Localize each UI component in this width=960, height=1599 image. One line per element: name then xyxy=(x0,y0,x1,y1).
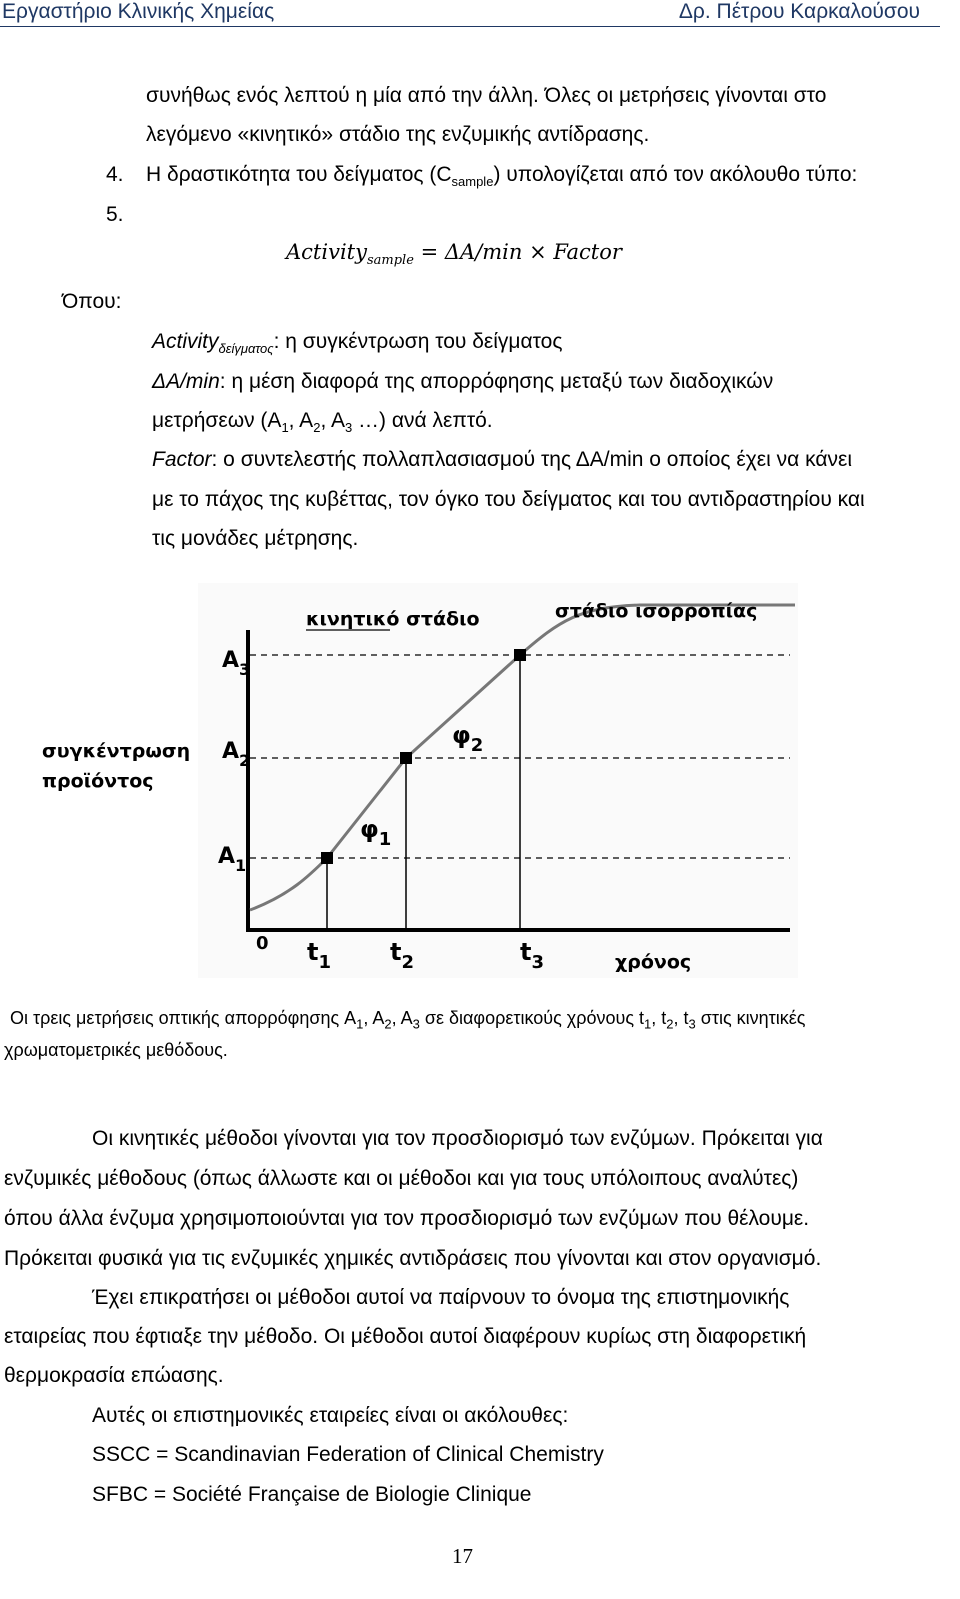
y-axis-label-2: προϊόντος xyxy=(42,770,154,792)
x-tick-t1: $t_1$ xyxy=(307,938,332,973)
x-axis-label: χρόνος xyxy=(615,951,692,973)
definition-delta-a: ΔA/min: η μέση διαφορά της απορρόφησης μεταξύ των διαδοχικών xyxy=(152,370,774,393)
origin-label: 0 xyxy=(256,933,269,954)
y-axis-label-1: συγκέντρωση xyxy=(42,740,191,762)
kinetic-chart xyxy=(0,575,960,985)
phi1-label: $\varphi_1$ xyxy=(360,815,392,850)
intro-line-2: λεγόμενο «κινητικό» στάδιο της ενζυμικής αντίδρασης. xyxy=(146,123,650,146)
phi2-label: $\varphi_2$ xyxy=(452,721,484,756)
intro-line-1: συνήθως ενός λεπτού η μία από την άλλη. Όλες οι μετρήσεις γίνονται στο xyxy=(146,84,827,107)
page-number: 17 xyxy=(452,1544,473,1568)
paragraph-2-line-2: εταιρείας που έφτιαξε την μέθοδο. Οι μέθοδοι αυτοί διαφέρουν κυρίως στη διαφορετική xyxy=(4,1325,807,1348)
header-left: Εργαστήριο Κλινικής Χημείας xyxy=(2,0,275,23)
society-sfbc: SFBC = Société Française de Biologie Clinique xyxy=(92,1483,532,1506)
x-tick-t3: $t_3$ xyxy=(520,938,545,973)
definition-factor: Factor: ο συντελεστής πολλαπλασιασμού της ΔA/min ο οποίος έχει να κάνει xyxy=(152,448,852,471)
paragraph-2-line-1: Έχει επικρατήσει οι μέθοδοι αυτοί να παίρνουν το όνομα της επιστημονικής xyxy=(92,1286,790,1309)
figure-caption-line-2: χρωματομετρικές μεθόδους. xyxy=(4,1040,228,1060)
definition-factor-line-2: με το πάχος της κυβέττας, τον όγκο του δείγματος και του αντιδραστηρίου και xyxy=(152,488,865,511)
item-5-number: 5. xyxy=(106,203,124,226)
paragraph-1-line-1: Οι κινητικές μέθοδοι γίνονται για τον προσδιορισμό των ενζύμων. Πρόκειται για xyxy=(92,1127,823,1150)
definition-activity: Activity$_{\delta\varepsilon ί\gamma\mu\alpha\tau o\varsigma}$: η συγκέντρωση του δείγματος xyxy=(152,330,563,357)
y-tick-a1: $A_1$ xyxy=(218,844,247,875)
kinetic-stage-label: κινητικό στάδιο xyxy=(306,608,480,630)
item-4-number: 4. xyxy=(106,163,124,186)
y-tick-a3: $A_3$ xyxy=(222,648,251,679)
paragraph-1-line-3: όπου άλλα ένζυμα χρησιμοποιούνται για τον προσδιορισμό των ενζύμων που θέλουμε. xyxy=(4,1207,810,1230)
header-rule xyxy=(0,26,940,27)
header-right: Δρ. Πέτρου Καρκαλούσου xyxy=(678,0,920,23)
society-sscc: SSCC = Scandinavian Federation of Clinical Chemistry xyxy=(92,1443,604,1466)
equilibrium-stage-label: στάδιο ισορροπίας xyxy=(555,600,758,622)
y-tick-a2: $A_2$ xyxy=(222,739,251,770)
definition-delta-a-line-2: μετρήσεων ($A_1$, $A_2$, $A_3$ …) ανά λεπτό. xyxy=(152,409,493,436)
figure-caption: Οι τρεις μετρήσεις οπτικής απορρόφησης $A_1$, $A_2$, $A_3$ σε διαφορετικούς χρόνους $t_1$, $t_2$, $t_3$ στις κινητικές xyxy=(10,1008,806,1032)
data-point-2 xyxy=(400,752,412,764)
societies-intro: Αυτές οι επιστημονικές εταιρείες είναι οι ακόλουθες: xyxy=(92,1404,569,1427)
data-point-3 xyxy=(514,649,526,661)
chart-background xyxy=(198,583,798,978)
paragraph-1-line-2: ενζυμικές μέθοδους (όπως άλλωστε και οι μέθοδοι και για τους υπόλοιπους αναλύτες) xyxy=(4,1167,799,1190)
activity-formula: Activity$_{sample}$ = ΔA/min × Factor xyxy=(286,240,622,269)
paragraph-2-line-3: θερμοκρασία επώασης. xyxy=(4,1364,224,1387)
data-point-1 xyxy=(321,852,333,864)
paragraph-1-line-4: Πρόκειται φυσικά για τις ενζυμικές χημικές αντιδράσεις που γίνονται και στον οργανισμό. xyxy=(4,1247,822,1270)
x-tick-t2: $t_2$ xyxy=(390,938,415,973)
where-label: Όπου: xyxy=(62,290,122,313)
definition-factor-line-3: τις μονάδες μέτρησης. xyxy=(152,527,359,550)
item-4-text: Η δραστικότητα του δείγματος $(C_{sample})$ υπολογίζεται από τον ακόλουθο τύπο: xyxy=(146,163,858,190)
